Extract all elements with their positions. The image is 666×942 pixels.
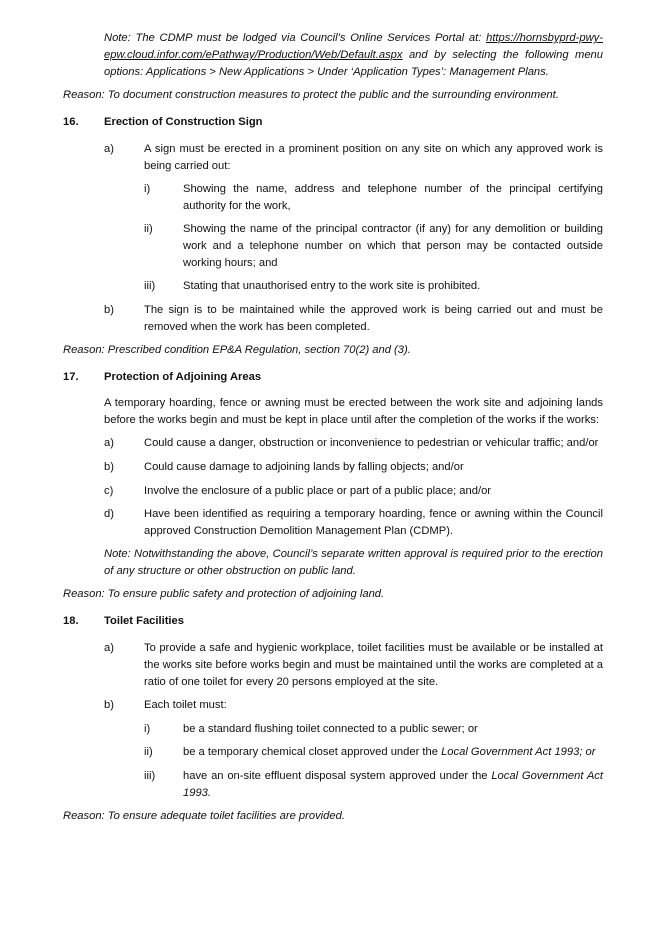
s16-a-text: A sign must be erected in a prominent position on any site on which any approved work is being carried out: bbox=[144, 143, 603, 172]
section-18-number: 18. bbox=[63, 615, 79, 627]
s16-iii-text: Stating that unauthorised entry to the work site is prohibited. bbox=[183, 280, 481, 292]
s18-iii-act-name: Local Government Act 1993. bbox=[183, 770, 603, 799]
s16-a-label: a) bbox=[104, 143, 114, 155]
cdmp-note bbox=[104, 30, 603, 81]
section-16-title: Erection of Construction Sign bbox=[104, 116, 263, 128]
section-17-title: Protection of Adjoining Areas bbox=[104, 371, 262, 383]
section-16-number: 16. bbox=[63, 116, 79, 128]
s17-c-label: c) bbox=[104, 485, 114, 497]
s18-ii-act-name: Local Government Act 1993; or bbox=[441, 746, 596, 758]
s18-ii-line bbox=[183, 744, 603, 761]
section-18-title: Toilet Facilities bbox=[104, 615, 184, 627]
s18-iii-label: iii) bbox=[144, 770, 156, 782]
s18-ii-label: ii) bbox=[144, 746, 153, 758]
cdmp-note-prefix: Note: The CDMP must be lodged via Council’s Online Services Portal at: bbox=[104, 32, 487, 44]
s18-reason: Reason: To ensure adequate toilet facilities are provided. bbox=[63, 810, 345, 822]
s16-i-label: i) bbox=[144, 183, 151, 195]
s16-ii-label: ii) bbox=[144, 223, 153, 235]
s16-ii-text: Showing the name of the principal contractor (if any) for any demolition or building work and a telephone number on which that person may be contacted outside working hours; and bbox=[183, 223, 603, 269]
s18-b-text: Each toilet must: bbox=[144, 699, 227, 711]
s17-reason: Reason: To ensure public safety and protection of adjoining land. bbox=[63, 588, 385, 600]
s16-reason: Reason: Prescribed condition EP&A Regulation, section 70(2) and (3). bbox=[63, 344, 411, 356]
s17-c-text: Involve the enclosure of a public place or part of a public place; and/or bbox=[144, 485, 492, 497]
s18-i-label: i) bbox=[144, 723, 151, 735]
s17-a-text: Could cause a danger, obstruction or inconvenience to pedestrian or vehicular traffic; and/or bbox=[144, 437, 599, 449]
s16-iii-label: iii) bbox=[144, 280, 156, 292]
s17-a-label: a) bbox=[104, 437, 114, 449]
s18-iii-line bbox=[183, 768, 603, 802]
top-reason: Reason: To document construction measures to protect the public and the surrounding environment. bbox=[63, 89, 559, 101]
s17-b-label: b) bbox=[104, 461, 114, 473]
s18-b-label: b) bbox=[104, 699, 114, 711]
cdmp-note-suffix: and by selecting the following menu options: Applications > New Applications > Under ‘Application Types’: Management Plans. bbox=[104, 49, 603, 78]
s17-d-label: d) bbox=[104, 508, 114, 520]
s18-a-text: To provide a safe and hygienic workplace, toilet facilities must be available or be installed at the works site before works begin and must be maintained until the works are completed at a ratio of one toilet for every 20 persons employed at the site. bbox=[144, 642, 603, 688]
s18-iii-text: have an on-site effluent disposal system approved under the bbox=[183, 770, 492, 782]
s16-i-text: Showing the name, address and telephone number of the principal certifying authority for the work, bbox=[183, 183, 603, 212]
s17-note: Note: Notwithstanding the above, Council’s separate written approval is required prior to the erection of any structure or other obstruction on public land. bbox=[104, 548, 603, 577]
s16-b-label: b) bbox=[104, 304, 114, 316]
s18-a-label: a) bbox=[104, 642, 114, 654]
s17-d-text: Have been identified as requiring a temporary hoarding, fence or awning within the Council approved Construction Demolition Management Plan (CDMP). bbox=[144, 508, 603, 537]
s18-ii-text: be a temporary chemical closet approved under the bbox=[183, 746, 442, 758]
s17-intro: A temporary hoarding, fence or awning must be erected between the work site and adjoining lands before the works begin and must be kept in place until after the completion of the works if the works: bbox=[104, 397, 603, 426]
s17-b-text: Could cause damage to adjoining lands by falling objects; and/or bbox=[144, 461, 464, 473]
s18-i-text: be a standard flushing toilet connected to a public sewer; or bbox=[183, 723, 478, 735]
section-17-number: 17. bbox=[63, 371, 79, 383]
online-services-portal-link[interactable]: https://hornsbyprd-pwy-epw.cloud.infor.com/ePathway/Production/Web/Default.aspx bbox=[104, 32, 603, 61]
s16-b-text: The sign is to be maintained while the approved work is being carried out and must be removed when the work has been completed. bbox=[144, 304, 603, 333]
